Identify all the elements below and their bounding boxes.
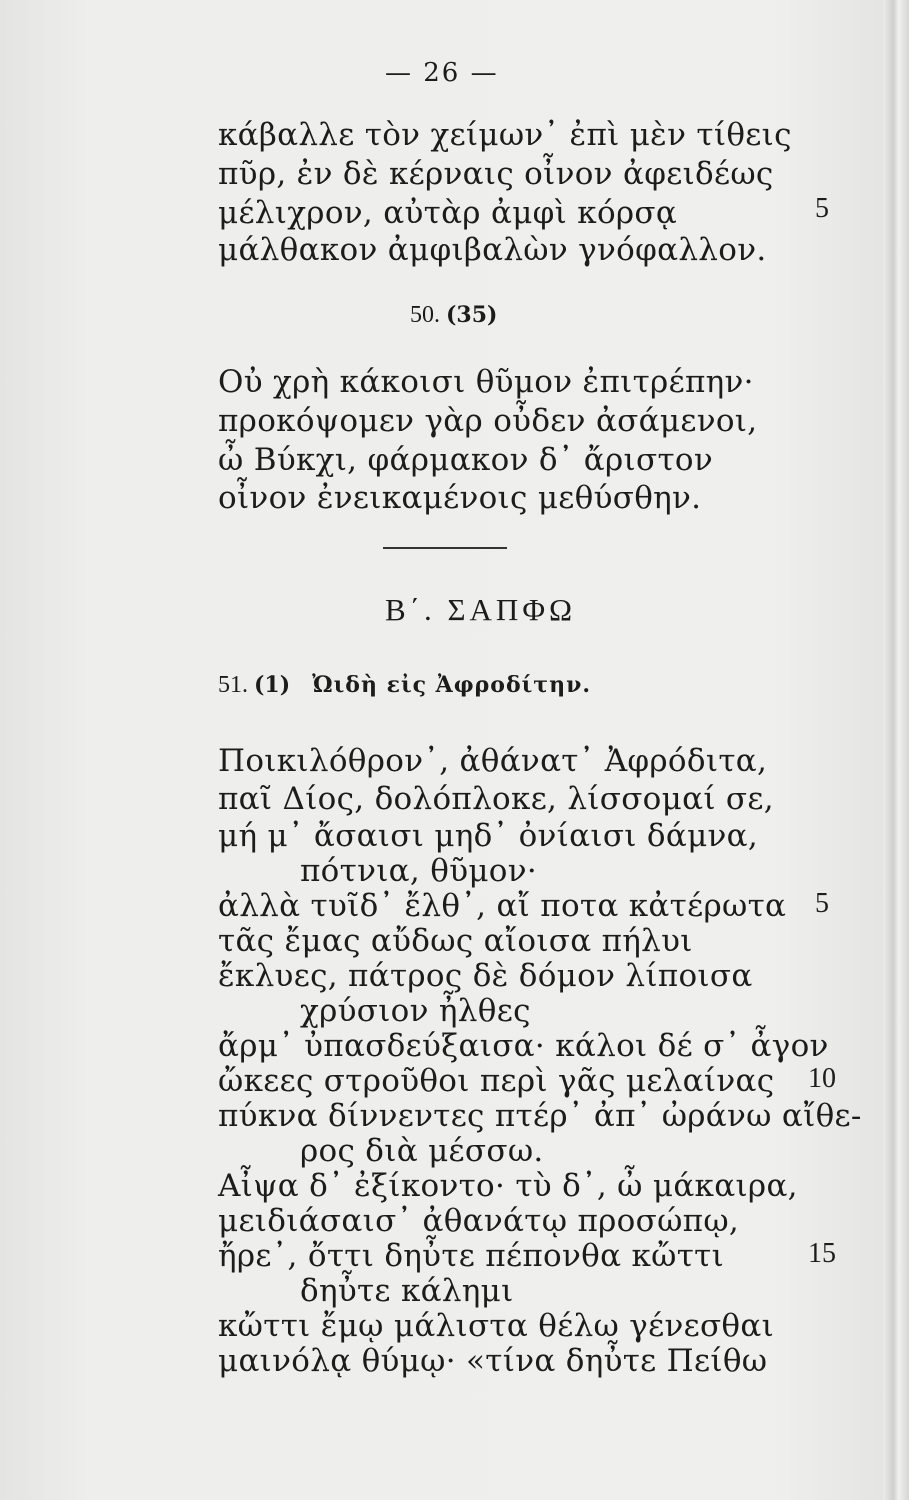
line-number: 10	[808, 1063, 836, 1094]
verse-line: τᾶς ἔμας αὔδως αἴοισα πήλυι	[218, 923, 693, 959]
verse-line: ἀλλὰ τυῖδ᾽ ἔλθ᾽, αἴ ποτα κἀτέρωτα	[218, 888, 787, 924]
poem-title: Ὠιδὴ εἰς Ἀφροδίτην.	[312, 672, 591, 698]
poem-heading	[218, 672, 591, 699]
verse-line: προκόψομεν γὰρ οὖδεν ἀσάμενοι,	[218, 403, 758, 439]
verse-line: Οὐ χρὴ κάκοισι θῦμον ἐπιτρέπην·	[218, 364, 754, 400]
verse-line: μαινόλᾳ θύμῳ· «τίνα δηὖτε Πείθω	[218, 1343, 768, 1379]
verse-line-indented: δηὖτε κάλημι	[300, 1273, 514, 1309]
verse-line: ὤκεες στροῦθοι περὶ γᾶς μελαίνας	[218, 1063, 775, 1099]
verse-line: μέλιχρον, αὐτὰρ ἀμφὶ κόρσᾳ	[218, 195, 678, 231]
section-title: Β΄. ΣΑΠΦΩ	[385, 592, 577, 627]
poem-number: 50.	[410, 302, 440, 328]
verse-line: μή μ᾽ ἄσαισι μηδ᾽ ὀνίαισι δάμνα,	[218, 818, 759, 854]
verse-line-indented: πότνια, θῦμον·	[300, 853, 538, 889]
poem-reference: (1)	[254, 672, 291, 698]
verse-line-indented: ρος διὰ μέσσω.	[300, 1133, 544, 1169]
line-number: 15	[808, 1238, 836, 1269]
verse-line-indented: χρύσιον ἦλθες	[300, 993, 531, 1029]
section-divider	[383, 547, 507, 549]
page-number: — 26 —	[385, 58, 499, 88]
verse-line: μειδιάσαισ᾽ ἀθανάτῳ προσώπῳ,	[218, 1203, 740, 1239]
page-edge	[883, 0, 909, 1500]
verse-line: οἶνον ἐνεικαμένοις μεθύσθην.	[218, 480, 702, 516]
verse-line: πύκνα δίννεντες πτέρ᾽ ἀπ᾽ ὠράνω αἴθε-	[218, 1098, 862, 1134]
verse-line: Ποικιλόθρον᾽, ἀθάνατ᾽ Ἀφρόδιτα,	[218, 743, 768, 779]
line-number: 5	[815, 193, 829, 224]
poem-reference: (35)	[446, 302, 498, 328]
verse-line: κάβαλλε τὸν χείμων᾽ ἐπὶ μὲν τίθεις	[218, 117, 792, 153]
verse-line: πῦρ, ἐν δὲ κέρναις οἶνον ἀφειδέως	[218, 156, 774, 192]
verse-line: μάλθακον ἀμφιβαλὼν γνόφαλλον.	[218, 232, 767, 268]
verse-line: ἄρμ᾽ ὐπασδεύξαισα· κάλοι δέ σ᾽ ἆγον	[218, 1028, 829, 1064]
verse-line: Αἶψα δ᾽ ἐξίκοντο· τὺ δ᾽, ὦ μάκαιρα,	[218, 1168, 798, 1204]
verse-line: κὤττι ἔμῳ μάλιστα θέλω γένεσθαι	[218, 1308, 775, 1344]
verse-line: παῖ Δίος, δολόπλοκε, λίσσομαί σε,	[218, 781, 774, 817]
verse-line: ὦ Βύκχι, φάρμακον δ᾽ ἄριστον	[218, 442, 714, 478]
poem-heading	[410, 302, 497, 329]
poem-number: 51.	[218, 672, 248, 698]
line-number: 5	[815, 888, 829, 919]
verse-line: ἔκλυες, πάτρος δὲ δόμον λίποισα	[218, 958, 753, 994]
verse-line: ἤρε᾽, ὄττι δηὖτε πέπονθα κὤττι	[218, 1238, 725, 1274]
